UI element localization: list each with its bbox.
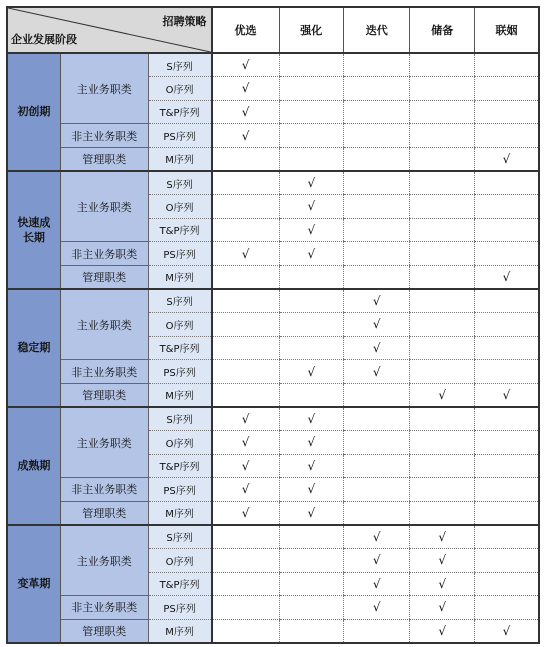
mark-cell (212, 383, 280, 407)
stage-cell: 稳定期 (7, 289, 60, 407)
sequence-cell: O序列 (148, 313, 212, 337)
mark-cell (344, 336, 410, 360)
mark-cell (212, 77, 280, 101)
sequence-cell: O序列 (148, 431, 212, 455)
mark-cell (474, 100, 539, 124)
category-cell: 主业务职类 (60, 171, 148, 242)
mark-cell (410, 431, 474, 455)
mark-cell (344, 360, 410, 384)
mark-cell (212, 218, 280, 242)
sequence-cell: T&P序列 (148, 336, 212, 360)
table-row (7, 124, 539, 148)
mark-cell (279, 407, 343, 431)
checkmark: √ (241, 104, 250, 119)
strategy-header-youxuan: 优选 (212, 7, 280, 53)
checkmark: √ (372, 293, 381, 308)
mark-cell (279, 525, 343, 549)
mark-cell (410, 171, 474, 195)
checkmark: √ (438, 553, 447, 568)
checkmark: √ (241, 246, 250, 261)
mark-cell (212, 147, 280, 171)
mark-cell (279, 431, 343, 455)
mark-cell (279, 53, 343, 77)
mark-cell (279, 289, 343, 313)
mark-cell (212, 124, 280, 148)
mark-cell (279, 195, 343, 219)
mark-cell (279, 572, 343, 596)
category-cell: 非主业务职类 (60, 478, 148, 502)
mark-cell (410, 572, 474, 596)
sequence-cell: T&P序列 (148, 100, 212, 124)
mark-cell (344, 100, 410, 124)
mark-cell (410, 265, 474, 289)
checkmark: √ (502, 623, 511, 638)
category-cell: 非主业务职类 (60, 124, 148, 148)
mark-cell (212, 525, 280, 549)
mark-cell (344, 171, 410, 195)
category-cell: 主业务职类 (60, 525, 148, 596)
mark-cell (344, 478, 410, 502)
mark-cell (474, 336, 539, 360)
mark-cell (279, 100, 343, 124)
sequence-cell: M序列 (148, 383, 212, 407)
category-cell: 管理职类 (60, 383, 148, 407)
mark-cell (474, 289, 539, 313)
mark-cell (474, 147, 539, 171)
mark-cell (410, 289, 474, 313)
mark-cell (344, 431, 410, 455)
sequence-cell: S序列 (148, 53, 212, 77)
mark-cell (474, 171, 539, 195)
mark-cell (474, 407, 539, 431)
table-row (7, 360, 539, 384)
mark-cell (279, 171, 343, 195)
mark-cell (212, 501, 280, 525)
table-row (7, 242, 539, 266)
table-row (7, 596, 539, 620)
checkmark: √ (241, 435, 250, 450)
sequence-cell: PS序列 (148, 242, 212, 266)
checkmark: √ (307, 176, 316, 191)
mark-cell (279, 478, 343, 502)
mark-cell (212, 478, 280, 502)
category-cell: 管理职类 (60, 265, 148, 289)
mark-cell (344, 195, 410, 219)
mark-cell (474, 77, 539, 101)
mark-cell (410, 525, 474, 549)
mark-cell (344, 265, 410, 289)
checkmark: √ (502, 387, 511, 402)
sequence-cell: PS序列 (148, 596, 212, 620)
mark-cell (410, 501, 474, 525)
mark-cell (410, 454, 474, 478)
checkmark: √ (307, 222, 316, 237)
checkmark: √ (438, 529, 447, 544)
category-cell: 非主业务职类 (60, 242, 148, 266)
mark-cell (474, 501, 539, 525)
mark-cell (474, 195, 539, 219)
mark-cell (279, 383, 343, 407)
mark-cell (279, 360, 343, 384)
sequence-cell: O序列 (148, 195, 212, 219)
mark-cell (279, 313, 343, 337)
mark-cell (279, 265, 343, 289)
mark-cell (474, 218, 539, 242)
mark-cell (474, 596, 539, 620)
checkmark: √ (307, 482, 316, 497)
table-row (7, 289, 539, 313)
mark-cell (344, 501, 410, 525)
checkmark: √ (241, 482, 250, 497)
mark-cell (410, 100, 474, 124)
mark-cell (410, 147, 474, 171)
strategy-header-diedai: 迭代 (344, 7, 410, 53)
table-body (7, 53, 539, 643)
checkmark: √ (307, 458, 316, 473)
mark-cell (279, 242, 343, 266)
mark-cell (474, 242, 539, 266)
mark-cell (474, 431, 539, 455)
category-cell: 管理职类 (60, 619, 148, 643)
sequence-cell: M序列 (148, 265, 212, 289)
mark-cell (344, 242, 410, 266)
mark-cell (279, 124, 343, 148)
table-row (7, 265, 539, 289)
sequence-cell: M序列 (148, 501, 212, 525)
sequence-cell: S序列 (148, 407, 212, 431)
mark-cell (212, 100, 280, 124)
mark-cell (344, 289, 410, 313)
checkmark: √ (307, 435, 316, 450)
mark-cell (212, 619, 280, 643)
sequence-cell: T&P序列 (148, 218, 212, 242)
mark-cell (344, 548, 410, 572)
sequence-cell: S序列 (148, 525, 212, 549)
mark-cell (279, 596, 343, 620)
mark-cell (410, 124, 474, 148)
mark-cell (474, 53, 539, 77)
checkmark: √ (241, 411, 250, 426)
mark-cell (212, 407, 280, 431)
corner-stage-label: 企业发展阶段 (11, 33, 77, 46)
mark-cell (474, 313, 539, 337)
stage-cell: 快速成长期 (7, 171, 60, 289)
sequence-cell: PS序列 (148, 124, 212, 148)
mark-cell (410, 360, 474, 384)
mark-cell (474, 619, 539, 643)
checkmark: √ (372, 340, 381, 355)
mark-cell (344, 383, 410, 407)
mark-cell (474, 124, 539, 148)
mark-cell (410, 242, 474, 266)
mark-cell (344, 53, 410, 77)
mark-cell (344, 313, 410, 337)
mark-cell (212, 265, 280, 289)
recruitment-strategy-table (6, 6, 540, 644)
mark-cell (410, 383, 474, 407)
checkmark: √ (438, 387, 447, 402)
mark-cell (279, 454, 343, 478)
sequence-cell: PS序列 (148, 360, 212, 384)
mark-cell (474, 454, 539, 478)
mark-cell (279, 501, 343, 525)
table-row (7, 501, 539, 525)
mark-cell (279, 548, 343, 572)
mark-cell (344, 572, 410, 596)
mark-cell (410, 548, 474, 572)
stage-cell: 变革期 (7, 525, 60, 643)
category-cell: 主业务职类 (60, 289, 148, 360)
mark-cell (474, 525, 539, 549)
checkmark: √ (241, 128, 250, 143)
category-cell: 管理职类 (60, 147, 148, 171)
mark-cell (279, 77, 343, 101)
mark-cell (344, 596, 410, 620)
sequence-cell: S序列 (148, 171, 212, 195)
mark-cell (344, 454, 410, 478)
table-row (7, 53, 539, 77)
checkmark: √ (372, 364, 381, 379)
mark-cell (410, 77, 474, 101)
mark-cell (344, 525, 410, 549)
mark-cell (410, 53, 474, 77)
checkmark: √ (502, 269, 511, 284)
category-cell: 非主业务职类 (60, 596, 148, 620)
sequence-cell: O序列 (148, 77, 212, 101)
sequence-cell: T&P序列 (148, 454, 212, 478)
mark-cell (410, 313, 474, 337)
checkmark: √ (241, 81, 250, 96)
checkmark: √ (307, 199, 316, 214)
mark-cell (344, 619, 410, 643)
table-row (7, 171, 539, 195)
mark-cell (212, 313, 280, 337)
checkmark: √ (241, 458, 250, 473)
sequence-cell: S序列 (148, 289, 212, 313)
mark-cell (410, 407, 474, 431)
mark-cell (212, 171, 280, 195)
mark-cell (474, 548, 539, 572)
mark-cell (474, 360, 539, 384)
checkmark: √ (307, 505, 316, 520)
mark-cell (344, 407, 410, 431)
mark-cell (279, 147, 343, 171)
mark-cell (474, 383, 539, 407)
mark-cell (344, 77, 410, 101)
mark-cell (212, 572, 280, 596)
checkmark: √ (372, 576, 381, 591)
mark-cell (212, 454, 280, 478)
category-cell: 管理职类 (60, 501, 148, 525)
checkmark: √ (438, 600, 447, 615)
mark-cell (212, 289, 280, 313)
checkmark: √ (307, 246, 316, 261)
table-row (7, 147, 539, 171)
mark-cell (212, 195, 280, 219)
checkmark: √ (438, 576, 447, 591)
checkmark: √ (307, 411, 316, 426)
mark-cell (344, 124, 410, 148)
header-corner-cell (7, 7, 212, 53)
strategy-header-lianyin: 联姻 (474, 7, 539, 53)
mark-cell (212, 242, 280, 266)
mark-cell (410, 195, 474, 219)
sequence-cell: T&P序列 (148, 572, 212, 596)
stage-cell: 初创期 (7, 53, 60, 171)
mark-cell (410, 619, 474, 643)
strategy-header-chubei: 储备 (410, 7, 474, 53)
sequence-cell: M序列 (148, 147, 212, 171)
category-cell: 非主业务职类 (60, 360, 148, 384)
checkmark: √ (372, 529, 381, 544)
mark-cell (410, 336, 474, 360)
mark-cell (410, 478, 474, 502)
mark-cell (344, 147, 410, 171)
mark-cell (212, 53, 280, 77)
mark-cell (474, 478, 539, 502)
checkmark: √ (241, 58, 250, 73)
table-row (7, 619, 539, 643)
mark-cell (279, 218, 343, 242)
strategy-header-qianghua: 强化 (279, 7, 343, 53)
mark-cell (474, 572, 539, 596)
mark-cell (474, 265, 539, 289)
mark-cell (410, 218, 474, 242)
table-row (7, 525, 539, 549)
table-row (7, 478, 539, 502)
category-cell: 主业务职类 (60, 407, 148, 478)
mark-cell (212, 360, 280, 384)
checkmark: √ (502, 151, 511, 166)
corner-strategy-label: 招聘策略 (162, 15, 207, 28)
stage-cell: 成熟期 (7, 407, 60, 525)
mark-cell (410, 596, 474, 620)
checkmark: √ (372, 600, 381, 615)
table-row (7, 383, 539, 407)
checkmark: √ (438, 623, 447, 638)
table-row (7, 407, 539, 431)
mark-cell (344, 218, 410, 242)
checkmark: √ (372, 553, 381, 568)
sequence-cell: M序列 (148, 619, 212, 643)
checkmark: √ (372, 317, 381, 332)
checkmark: √ (241, 505, 250, 520)
mark-cell (279, 619, 343, 643)
checkmark: √ (307, 364, 316, 379)
mark-cell (279, 336, 343, 360)
sequence-cell: O序列 (148, 548, 212, 572)
sequence-cell: PS序列 (148, 478, 212, 502)
mark-cell (212, 548, 280, 572)
mark-cell (212, 596, 280, 620)
header-row (7, 7, 539, 53)
mark-cell (212, 431, 280, 455)
mark-cell (212, 336, 280, 360)
category-cell: 主业务职类 (60, 53, 148, 124)
